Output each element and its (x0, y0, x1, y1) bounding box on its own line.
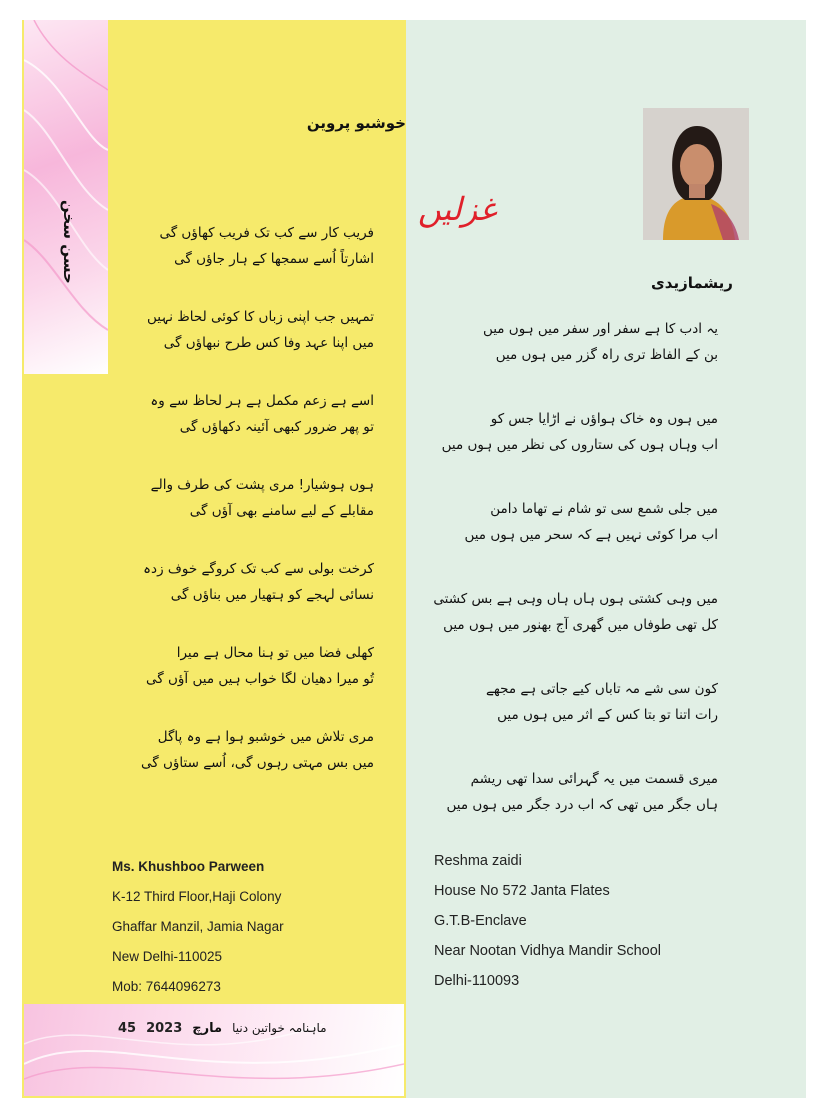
verse-line: کون سی شے مہ تاباں کیے جاتی ہے مجھے (485, 681, 718, 697)
verse-line: یہ ادب کا ہے سفر اور سفر میں ہوں میں (482, 321, 718, 337)
address-line: Reshma zaidi (434, 853, 522, 869)
issue-month: مارچ (192, 1020, 223, 1036)
right-author-name: ریشمازیدی (651, 274, 733, 292)
couplet (152, 220, 374, 272)
decorative-pink-strip (24, 20, 108, 374)
couplet (482, 316, 718, 368)
couplet (446, 766, 718, 818)
verse-line: مقابلے کے لیے سامنے بھی آؤں گی (189, 503, 374, 519)
address-line: Ms. Khushboo Parween (112, 859, 265, 874)
couplet (146, 640, 374, 692)
portrait-icon (643, 108, 749, 240)
couplet (141, 724, 374, 776)
couplet (482, 676, 718, 728)
right-address-block (434, 846, 661, 996)
verse-line: میں ہوں وہ خاک ہواؤں نے اڑایا جس کو (490, 411, 718, 427)
verse-line: کل تھی طوفاں میں گھری آج بھنور میں ہوں میں (443, 617, 718, 633)
address-line: New Delhi-110025 (112, 949, 223, 964)
verse-line: میں وہی کشتی ہوں ہاں ہاں وہی ہے بس کشتی (433, 591, 718, 607)
address-line: Ghaffar Manzil, Jamia Nagar (112, 919, 284, 934)
verse-line: ہوں ہوشیار! مری پشت کی طرف والے (150, 477, 374, 493)
right-ghazal (433, 316, 718, 856)
author-photo (643, 108, 749, 240)
address-line: G.T.B-Enclave (434, 913, 527, 929)
footer-issue-info (118, 1018, 348, 1038)
section-label: حسن سخن (60, 200, 78, 284)
magazine-page (22, 20, 806, 1098)
verse-line: کھلی فضا میں تو ہنا محال ہے میرا (176, 645, 374, 661)
verse-line: تُو میرا دھیان لگا خواب ہیں میں آؤں گی (146, 671, 374, 687)
issue-year: 2023 (146, 1020, 183, 1036)
verse-line: اشارتاً اُسے سمجھا کے ہار جاؤں گی (174, 251, 374, 267)
magazine-name: ماہنامہ خواتین دنیا (232, 1021, 327, 1035)
address-line: K-12 Third Floor,Haji Colony (112, 889, 282, 904)
verse-line: ہاں جگر میں تھی کہ اب درد جگر میں ہوں میں (446, 797, 718, 813)
verse-line: کرخت بولی سے کب تک کروگے خوف زدہ (143, 561, 374, 577)
page-heading: غزلیں (417, 190, 497, 228)
couplet (147, 304, 374, 356)
verse-line: میری قسمت میں یہ گہرائی سدا تھی ریشم (470, 771, 718, 787)
verse-line: رات اتنا تو بتا کس کے اثر میں ہوں میں (497, 707, 718, 723)
address-line: Mob: 7644096273 (112, 979, 221, 994)
verse-line: مری تلاش میں خوشبو ہوا ہے وہ پاگل (157, 729, 374, 745)
verse-line: فریب کار سے کب تک فریب کھاؤں گی (159, 225, 374, 241)
couplet (152, 472, 374, 524)
verse-line: تو پھر ضرور کبھی آئینہ دکھاؤں گی (179, 419, 374, 435)
verse-line: نسائی لہجے کو ہتھیار میں بناؤں گی (170, 587, 374, 603)
couplet (433, 586, 718, 638)
verse-line: میں بس مہتی رہوں گی، اُسے ستاؤں گی (141, 755, 374, 771)
left-ghazal (141, 220, 374, 808)
swirl-decoration-icon (24, 20, 108, 374)
verse-line: اسے ہے زعم مکمل ہے ہر لحاظ سے وہ (150, 393, 374, 409)
verse-line: بن کے الفاظ تری راہ گزر میں ہوں میں (495, 347, 718, 363)
address-line: Delhi-110093 (434, 973, 520, 989)
left-address-block (112, 852, 284, 1002)
couplet (152, 388, 374, 440)
page-number: 45 (118, 1020, 137, 1036)
couplet (464, 496, 718, 548)
verse-line: اب مرا کوئی نہیں ہے کہ سحر میں ہوں میں (464, 527, 718, 543)
left-author-name: خوشبو پروین (306, 114, 406, 132)
verse-line: تمہیں جب اپنی زباں کا کوئی لحاظ نہیں (147, 309, 374, 325)
verse-line: میں اپنا عہد وفا کس طرح نبھاؤں گی (163, 335, 374, 351)
address-line: Near Nootan Vidhya Mandir School (434, 943, 662, 959)
address-line: House No 572 Janta Flates (434, 883, 610, 899)
couplet (143, 556, 374, 608)
verse-line: میں جلی شمع سی تو شام نے تھاما دامن (490, 501, 718, 517)
verse-line: اب وہاں ہوں کی ستاروں کی نظر میں ہوں میں (441, 437, 718, 453)
couplet (441, 406, 718, 458)
